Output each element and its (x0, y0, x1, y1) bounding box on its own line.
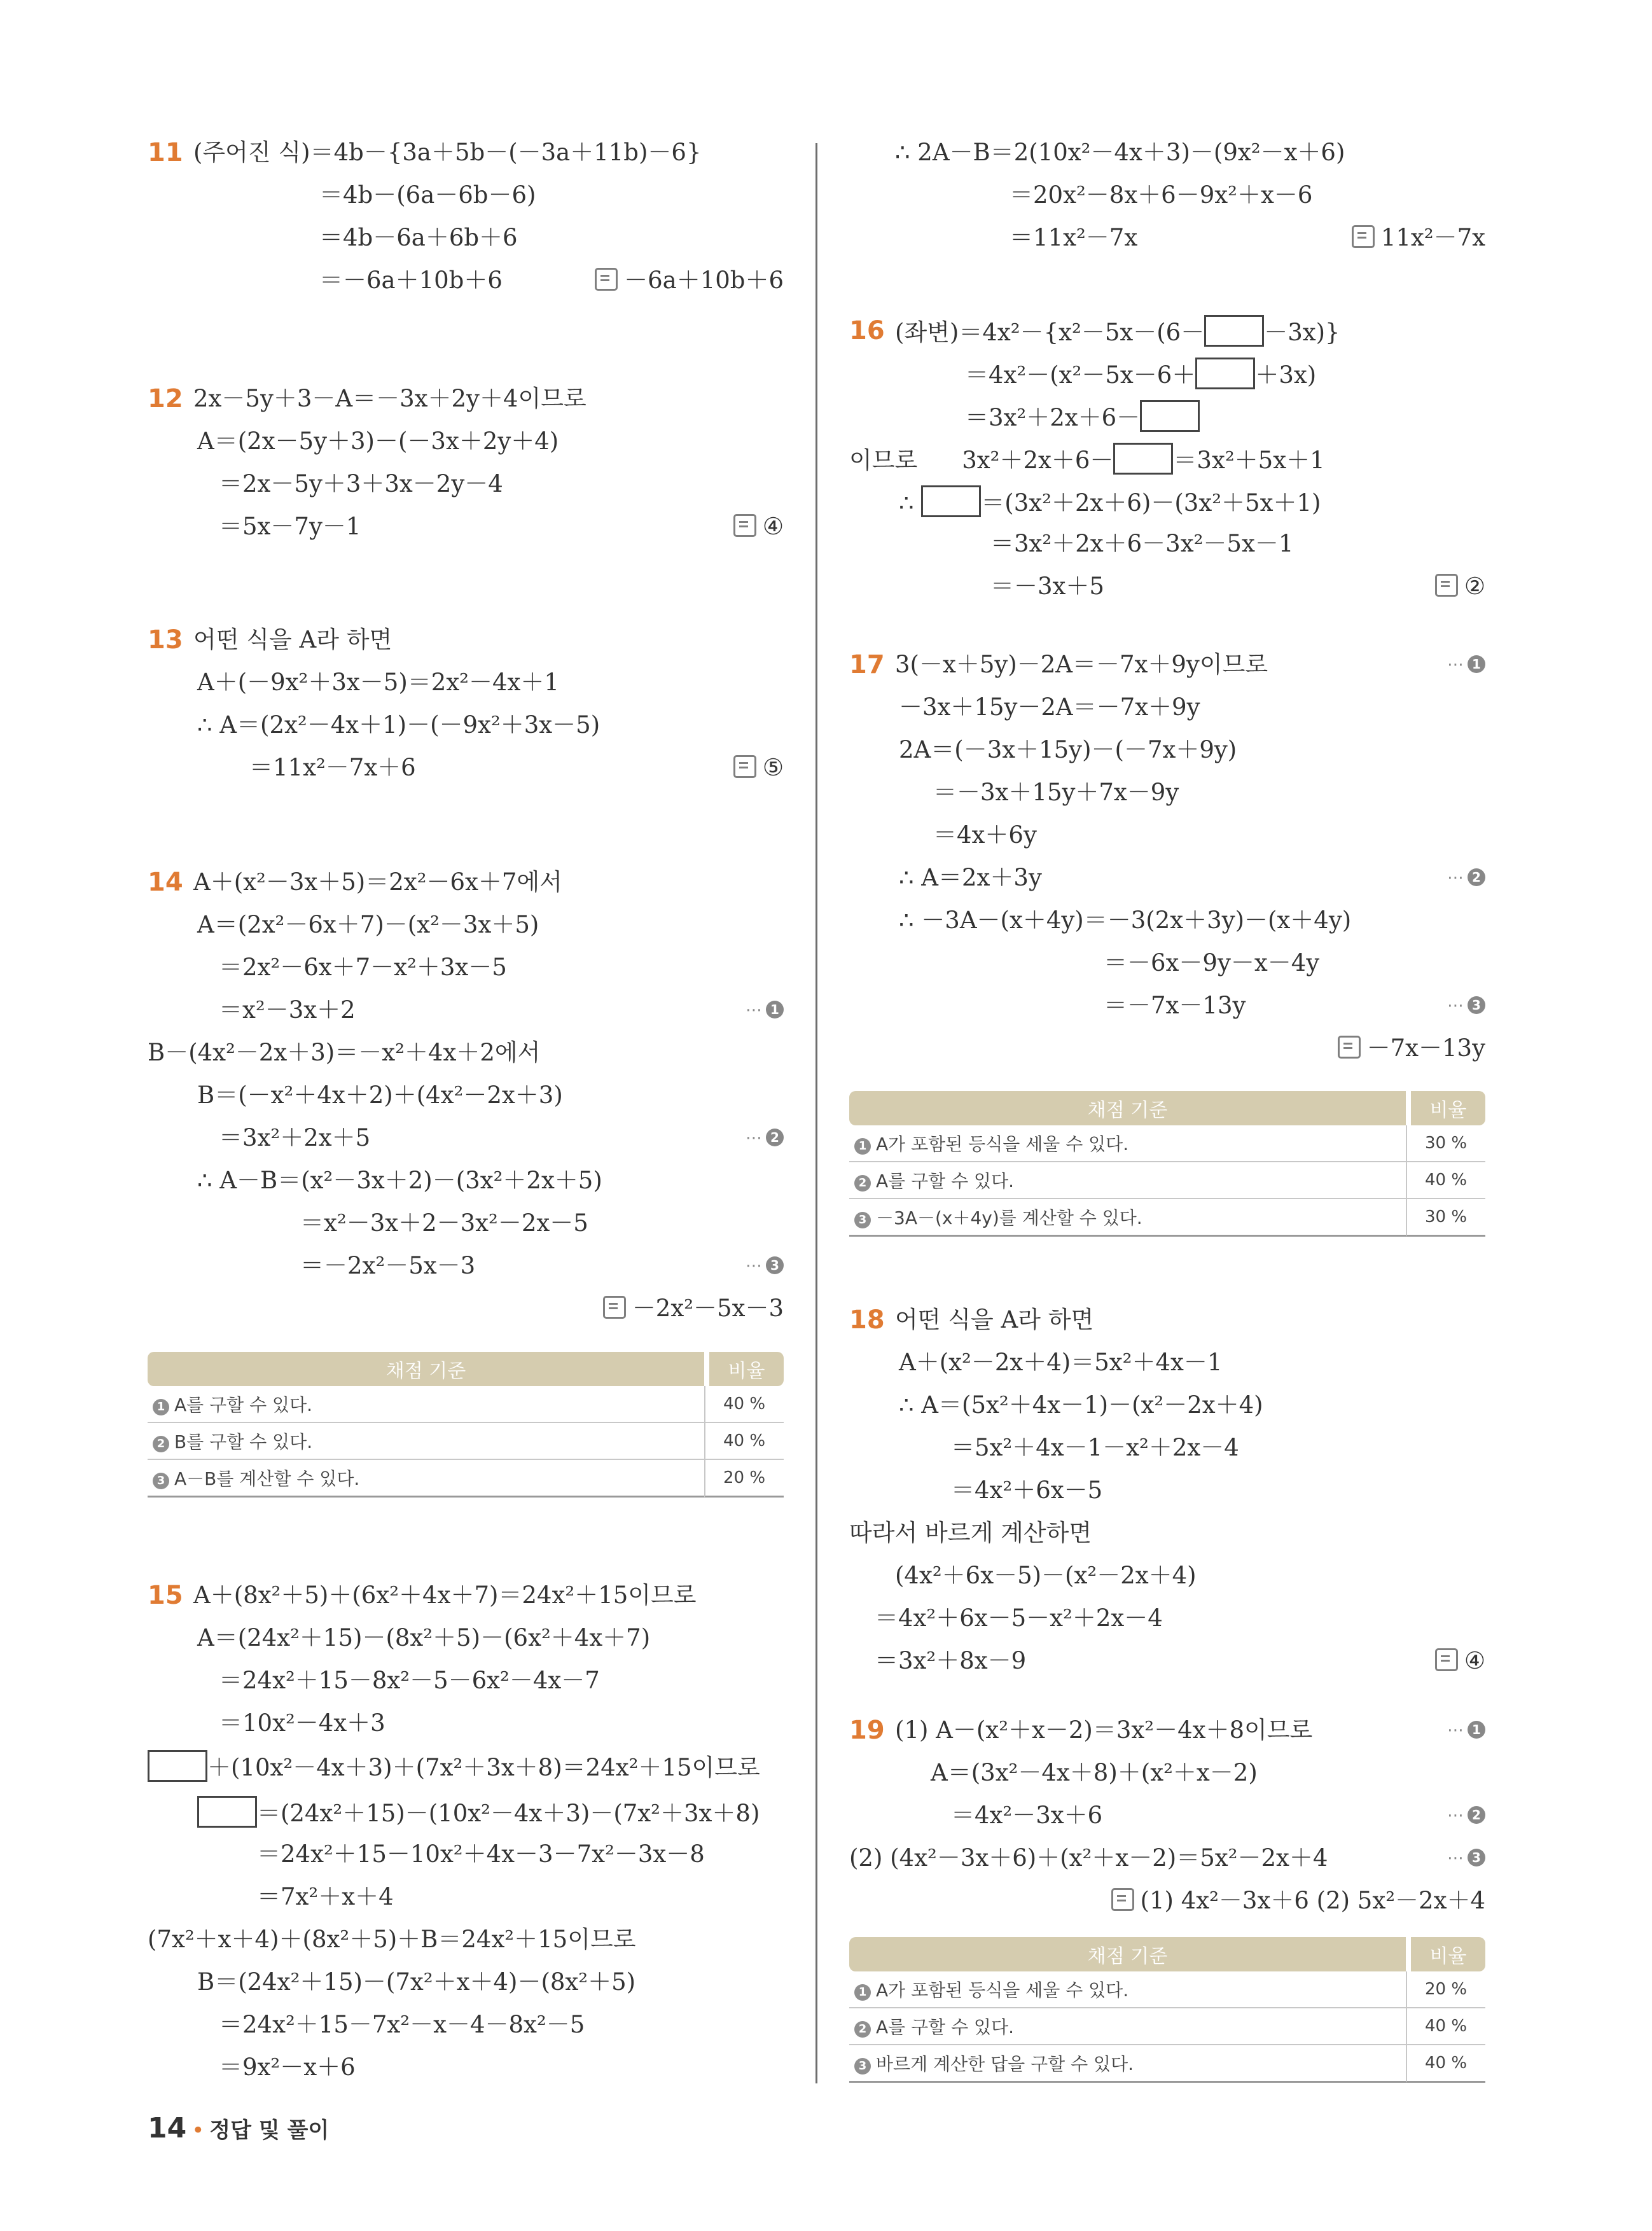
answer-text: ② (1464, 573, 1485, 600)
solution-line: (1) A－(x²＋x－2)＝3x²－4x＋8이므로 (895, 1716, 1313, 1744)
criterion-text: A－B를 계산할 수 있다. (174, 1468, 360, 1489)
footer-title: 정답 및 풀이 (209, 2118, 330, 2143)
answer (603, 1293, 784, 1324)
solution-line: ＝11x²－7x＋6 (249, 754, 416, 781)
problem-number: 13 (148, 625, 183, 655)
solution-line: 어떤 식을 A라 하면 (895, 1306, 1094, 1333)
solution-line: B＝(－x²＋4x＋2)＋(4x²－2x＋3) (197, 1081, 563, 1109)
solution-line: 따라서 바르게 계산하면 (849, 1519, 1092, 1546)
criterion-mark: 1 (854, 1984, 871, 2001)
answer-text: －7x－13y (1366, 1034, 1485, 1062)
answer-icon (1338, 1036, 1361, 1059)
criterion-mark: 3 (153, 1473, 169, 1489)
criterion-ratio: 20 % (704, 1460, 784, 1498)
solution-line: (4x²＋6x－5)－(x²－2x＋4) (895, 1562, 1197, 1589)
blank-box (1204, 315, 1264, 347)
blank-box (921, 485, 981, 517)
problem-number: 17 (849, 650, 885, 679)
solution-line: ∴ A＝(2x²－4x＋1)－(－9x²＋3x－5) (197, 711, 600, 739)
solution-line: ∴ A＝(5x²＋4x－1)－(x²－2x＋4) (899, 1391, 1263, 1419)
solution-line: ＝11x²－7x (1010, 224, 1138, 251)
answer-text: (1) 4x²－3x＋6 (2) 5x²－2x＋4 (1140, 1887, 1485, 1914)
criterion-ratio: 40 % (1406, 2045, 1485, 2083)
table-row (849, 2045, 1485, 2083)
solution-line: (좌변)＝4x²－{x²－5x－(6－ －3x)} (895, 315, 1340, 347)
table-row (148, 1386, 784, 1423)
blank-box (1195, 358, 1255, 389)
step-marker-2: ⋯ 2 (1447, 1800, 1485, 1831)
solution-line: A＝(24x²＋15)－(8x²＋5)－(6x²＋4x＋7) (197, 1624, 651, 1651)
solution-line: 어떤 식을 A라 하면 (193, 626, 392, 653)
solution-line: A＋(x²－3x＋5)＝2x²－6x＋7에서 (193, 868, 562, 896)
solution-line: ＝－7x－13y (1104, 992, 1246, 1019)
solution-line: ＝4x²－3x＋6 (951, 1802, 1103, 1829)
criterion-mark: 3 (854, 2058, 871, 2075)
step-marker-1: ⋯ 1 (1447, 1714, 1485, 1746)
solution-line: ＝3x²＋8x－9 (875, 1647, 1027, 1674)
solution-line: ＝7x²＋x＋4 (257, 1883, 394, 1910)
answer-text: ④ (762, 513, 784, 540)
table-row (849, 2008, 1485, 2045)
solution-line: A＝(2x－5y＋3)－(－3x＋2y＋4) (197, 427, 559, 455)
column-divider (816, 143, 817, 2083)
solution-line: ＝－6a＋10b＋6 (319, 267, 503, 294)
solution-line: ＋(10x²－4x＋3)＋(7x²＋3x＋8)＝24x²＋15이므로 (148, 1750, 760, 1782)
solution-line: (2) (4x²－3x＋6)＋(x²＋x－2)＝5x²－2x＋4 (849, 1844, 1328, 1872)
solution-line: ＝24x²＋15－10x²＋4x－3－7x²－3x－8 (257, 1840, 705, 1868)
solution-line: ＝24x²＋15－8x²－5－6x²－4x－7 (219, 1667, 600, 1694)
solution-line: ＝5x－7y－1 (219, 513, 361, 540)
solution-line: ＝4b－(6a－6b－6) (319, 181, 536, 209)
problem-number: 11 (148, 138, 183, 167)
step-marker-1: ⋯ 1 (1447, 649, 1485, 681)
solution-line: ＝24x²＋15－7x²－x－4－8x²－5 (219, 2011, 585, 2038)
answer (595, 265, 784, 296)
page-footer (148, 2112, 329, 2144)
criterion-text: A가 포함된 등식을 세울 수 있다. (876, 1980, 1129, 2001)
criterion-mark: 1 (854, 1138, 871, 1155)
table-row (849, 1971, 1485, 2008)
criterion-text: －3A－(x＋4y)를 계산할 수 있다. (876, 1207, 1142, 1228)
solution-line: ＝3x²＋2x＋5 (219, 1124, 371, 1151)
solution-line: ＝(24x²＋15)－(10x²－4x＋3)－(7x²＋3x＋8) (197, 1796, 760, 1828)
solution-line: ∴ A－B＝(x²－3x＋2)－(3x²＋2x＋5) (197, 1167, 602, 1194)
criterion-ratio: 40 % (1406, 1162, 1485, 1199)
solution-line: 3(－x＋5y)－2A＝－7x＋9y이므로 (895, 651, 1268, 678)
step-marker-2: ⋯ 2 (1447, 862, 1485, 894)
solution-line: ＝9x²－x＋6 (219, 2054, 356, 2081)
solution-line: ∴ －3A－(x＋4y)＝－3(2x＋3y)－(x＋4y) (899, 907, 1352, 934)
answer-icon (1435, 1648, 1458, 1671)
step-marker-1: ⋯ 1 (746, 994, 784, 1026)
solution-line: (주어진 식)＝4b－{3a＋5b－(－3a＋11b)－6} (193, 139, 702, 166)
table-header-ratio: 비율 (1406, 1937, 1485, 1971)
solution-line: ＝4b－6a＋6b＋6 (319, 224, 518, 251)
step-marker-3: ⋯ 3 (746, 1250, 784, 1282)
answer (1338, 1032, 1485, 1064)
step-marker-2: ⋯ 2 (746, 1122, 784, 1154)
blank-box (1113, 443, 1173, 475)
table-row (849, 1199, 1485, 1237)
problem-number: 14 (148, 868, 183, 897)
table-row (148, 1460, 784, 1498)
criterion-mark: 2 (153, 1436, 169, 1452)
solution-line: ＝4x²＋6x－5 (951, 1477, 1103, 1504)
solution-line: ＝－2x²－5x－3 (300, 1252, 476, 1279)
step-marker-3: ⋯ 3 (1447, 990, 1485, 1022)
solution-line: ＝x²－3x＋2－3x²－2x－5 (300, 1209, 588, 1237)
problem-number: 12 (148, 384, 183, 414)
criterion-text: 바르게 계산한 답을 구할 수 있다. (876, 2054, 1134, 2075)
step-marker-3: ⋯ 3 (1447, 1842, 1485, 1874)
criterion-text: B를 구할 수 있다. (174, 1431, 313, 1452)
answer (1111, 1885, 1485, 1917)
solution-line: B＝(24x²＋15)－(7x²＋x＋4)－(8x²＋5) (197, 1968, 636, 1996)
solution-line: A＝(2x²－6x＋7)－(x²－3x＋5) (197, 911, 539, 938)
solution-line: ＝3x²＋2x＋6－3x²－5x－1 (990, 530, 1294, 557)
criterion-text: A를 구할 수 있다. (876, 2017, 1015, 2038)
criterion-ratio: 30 % (1406, 1199, 1485, 1237)
grading-table-17 (849, 1091, 1485, 1237)
blank-box (1140, 400, 1200, 432)
problem-number: 18 (849, 1305, 885, 1335)
solution-line: 2A＝(－3x＋15y)－(－7x＋9y) (899, 736, 1237, 763)
criterion-mark: 2 (854, 2021, 871, 2038)
solution-line: ∴ A＝2x＋3y (899, 864, 1042, 891)
solution-line: ＝4x²－(x²－5x－6＋ ＋3x) (965, 358, 1316, 389)
blank-box (148, 1750, 207, 1782)
table-row (849, 1162, 1485, 1199)
solution-line: ＝5x²＋4x－1－x²＋2x－4 (951, 1434, 1239, 1461)
answer-icon (1435, 574, 1458, 597)
solution-line: ＝x²－3x＋2 (219, 996, 356, 1024)
solution-line: ＝2x－5y＋3＋3x－2y－4 (219, 470, 503, 497)
problem-number: 16 (849, 316, 885, 345)
criterion-ratio: 40 % (704, 1423, 784, 1460)
solution-line: ＝－3x＋5 (990, 573, 1104, 600)
footer-separator: • (191, 2118, 205, 2143)
table-header-criteria: 채점 기준 (148, 1352, 704, 1386)
solution-line: B－(4x²－2x＋3)＝－x²＋4x＋2에서 (148, 1039, 541, 1066)
solution-line: ＝－6x－9y－x－4y (1104, 949, 1320, 976)
solution-line: ＝20x²－8x＋6－9x²＋x－6 (1010, 181, 1313, 209)
answer-icon (1352, 225, 1375, 248)
answer-text: ④ (1464, 1647, 1485, 1674)
answer-text: －6a＋10b＋6 (624, 267, 784, 294)
table-row (849, 1125, 1485, 1162)
solution-line: ＝－3x＋15y＋7x－9y (933, 779, 1179, 806)
criterion-ratio: 40 % (704, 1386, 784, 1423)
answer-icon (733, 755, 756, 778)
table-header-ratio: 비율 (704, 1352, 784, 1386)
criterion-ratio: 40 % (1406, 2008, 1485, 2045)
solution-line: －3x＋15y－2A＝－7x＋9y (899, 693, 1200, 721)
answer-icon (1111, 1888, 1134, 1911)
criterion-text: A가 포함된 등식을 세울 수 있다. (876, 1134, 1129, 1155)
solution-line: ＝3x²＋2x＋6－ (965, 400, 1200, 432)
solution-line: A＋(8x²＋5)＋(6x²＋4x＋7)＝24x²＋15이므로 (193, 1581, 697, 1609)
criterion-mark: 3 (854, 1212, 871, 1228)
criterion-mark: 2 (854, 1175, 871, 1192)
solution-line: ∴ ＝(3x²＋2x＋6)－(3x²＋5x＋1) (899, 485, 1321, 517)
table-header-criteria: 채점 기준 (849, 1937, 1406, 1971)
answer-text: －2x²－5x－3 (632, 1295, 784, 1322)
solution-line: ∴ 2A－B＝2(10x²－4x＋3)－(9x²－x＋6) (895, 139, 1345, 166)
solution-line: 이므로 3x²＋2x＋6－ ＝3x²＋5x＋1 (849, 443, 1325, 475)
page-number: 14 (148, 2112, 187, 2144)
grading-table-14 (148, 1352, 784, 1498)
answer (1352, 222, 1485, 254)
criterion-ratio: 30 % (1406, 1125, 1485, 1162)
criterion-ratio: 20 % (1406, 1971, 1485, 2008)
grading-table-19 (849, 1937, 1485, 2083)
answer-icon (603, 1296, 626, 1319)
solution-line: ＝10x²－4x＋3 (219, 1709, 385, 1737)
table-row (148, 1423, 784, 1460)
blank-box (197, 1796, 257, 1828)
answer-icon (595, 268, 618, 291)
answer (1435, 1645, 1485, 1677)
solution-line: 2x－5y＋3－A＝－3x＋2y＋4이므로 (193, 385, 587, 412)
solution-line: A＋(－9x²＋3x－5)＝2x²－4x＋1 (197, 669, 559, 696)
solution-line: (7x²＋x＋4)＋(8x²＋5)＋B＝24x²＋15이므로 (148, 1926, 636, 1953)
criterion-mark: 1 (153, 1399, 169, 1415)
solution-line: A＋(x²－2x＋4)＝5x²＋4x－1 (899, 1349, 1223, 1376)
solution-line: ＝4x＋6y (933, 821, 1037, 849)
answer (733, 511, 784, 543)
answer-text: ⑤ (762, 754, 784, 781)
table-header-ratio: 비율 (1406, 1091, 1485, 1125)
solution-line: ＝4x²＋6x－5－x²＋2x－4 (875, 1604, 1163, 1632)
criterion-text: A를 구할 수 있다. (174, 1394, 313, 1415)
answer-icon (733, 514, 756, 537)
answer-text: 11x²－7x (1380, 224, 1485, 251)
problem-number: 19 (849, 1716, 885, 1745)
problem-number: 15 (148, 1581, 183, 1610)
criterion-text: A를 구할 수 있다. (876, 1171, 1015, 1192)
answer (1435, 571, 1485, 602)
answer (733, 752, 784, 784)
table-header-criteria: 채점 기준 (849, 1091, 1406, 1125)
solution-line: A＝(3x²－4x＋8)＋(x²＋x－2) (931, 1759, 1258, 1786)
solution-line: ＝2x²－6x＋7－x²＋3x－5 (219, 954, 507, 981)
